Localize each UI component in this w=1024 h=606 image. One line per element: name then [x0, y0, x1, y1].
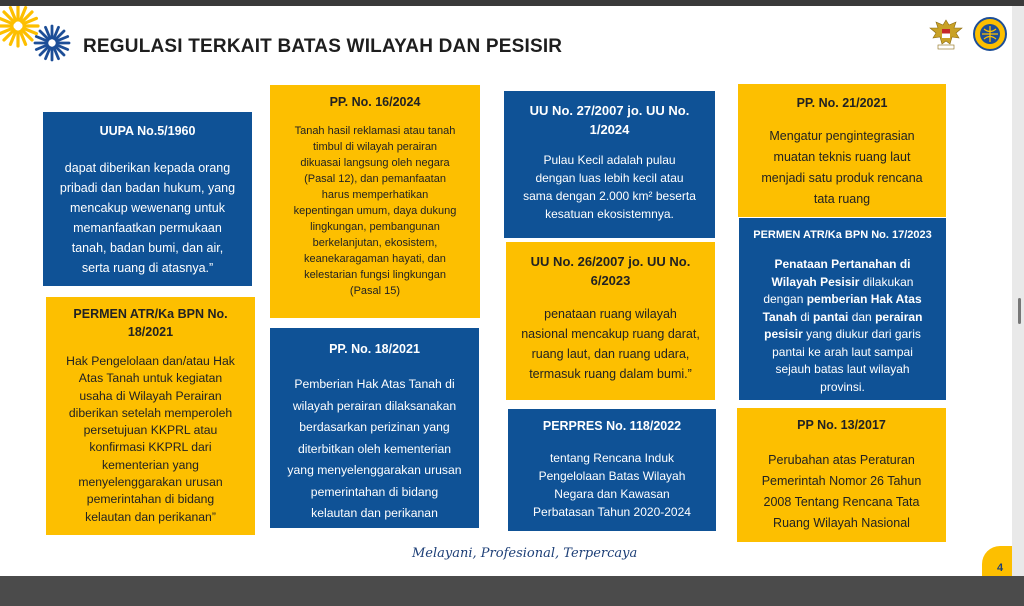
- card-uupa-1960: [43, 112, 252, 286]
- body-line: kesatuan ekosistemnya.: [545, 207, 674, 221]
- body-line: Atas Tanah untuk kegiatan: [78, 371, 223, 386]
- card-body: [43, 158, 252, 278]
- card-body: [737, 450, 946, 534]
- card-body: [506, 304, 715, 384]
- body-line: kementerian yang: [102, 457, 199, 472]
- card-pp-18-2021: [270, 328, 479, 528]
- body-line: Perbatasan Tahun 2020-2024: [533, 505, 691, 519]
- body-line: kelestarian fungsi lingkungan: [304, 269, 446, 281]
- card-heading: PP No. 13/2017: [797, 418, 886, 432]
- body-line: tata ruang: [813, 192, 871, 206]
- page-number: 4: [982, 546, 1012, 576]
- body-line: diberikan setelah memperoleh: [68, 405, 233, 420]
- body-line: pemerintahan di bidang: [310, 484, 439, 499]
- body-line: penataan ruang wilayah: [544, 307, 677, 321]
- body-line: Hak Pengelolaan dan/atau Hak: [66, 354, 235, 368]
- heading-line: UU No. 27/2007 jo. UU No.: [529, 103, 690, 118]
- text-span: dengan: [763, 292, 807, 306]
- card-heading: PERMEN ATR/Ka BPN No. 17/2023: [753, 229, 932, 241]
- heading-line: 18/2021: [127, 325, 174, 339]
- card-permen-18-2021: [46, 297, 255, 535]
- heading-line: PERMEN ATR/Ka BPN No.: [73, 307, 228, 321]
- body-line: dengan luas lebih kecil atau: [535, 171, 684, 185]
- card-uu-27-2007: [504, 91, 715, 238]
- card-body: [508, 449, 716, 521]
- text-span: dilakukan: [859, 274, 914, 289]
- card-heading: PP. No. 16/2024: [329, 95, 421, 109]
- card-body: [739, 256, 946, 396]
- body-line: Mengatur pengintegrasian: [769, 129, 915, 143]
- sun-burst-icon: [32, 23, 72, 63]
- body-line: pribadi dan badan hukum, yang: [59, 181, 236, 195]
- body-line: menyelenggarakan urusan: [78, 475, 223, 490]
- body-line: berkelanjutan, ekosistem,: [312, 237, 438, 249]
- body-line: dapat diberikan kepada orang: [64, 161, 231, 175]
- body-line: [739, 326, 946, 344]
- body-line: kelautan dan perikanan: [311, 506, 438, 520]
- card-body: [270, 374, 479, 525]
- body-line: Pemerintah Nomor 26 Tahun: [761, 474, 922, 488]
- text-span: dan: [848, 309, 876, 324]
- heading-line: 6/2023: [590, 273, 631, 288]
- body-line: sama dengan 2.000 km² beserta: [523, 189, 696, 203]
- slide-title: REGULASI TERKAIT BATAS WILAYAH DAN PESISIR: [83, 36, 563, 57]
- body-line: nasional mencakup ruang darat,: [521, 327, 700, 341]
- card-heading: [504, 101, 715, 139]
- text-span: di: [797, 309, 814, 324]
- bold-phrase: Tanah: [762, 309, 798, 324]
- body-line: Perubahan atas Peraturan: [768, 453, 915, 467]
- body-line: diterbitkan oleh kementerian: [297, 441, 452, 456]
- card-body: [270, 123, 480, 299]
- card-heading: UUPA No.5/1960: [99, 124, 196, 138]
- text-span: yang diukur dari garis: [802, 327, 921, 341]
- card-body: [738, 126, 946, 210]
- body-line: kepentingan umum, daya dukung: [293, 205, 457, 217]
- body-line: termasuk ruang dalam bumi.”: [529, 367, 692, 381]
- heading-line: 1/2024: [589, 122, 630, 137]
- bold-phrase: Penataan Pertanahan di: [774, 257, 911, 271]
- footer-motto: Melayani, Profesional, Terpercaya: [412, 546, 638, 561]
- card-pp-21-2021: [738, 84, 946, 217]
- body-line: [739, 309, 946, 327]
- body-line: berdasarkan perizinan yang: [299, 420, 450, 434]
- body-line: sejauh batas laut wilayah: [775, 362, 910, 376]
- body-line: menjadi satu produk rencana: [761, 171, 923, 185]
- card-permen-17-2023: [739, 218, 946, 400]
- body-line: provinsi.: [820, 379, 865, 394]
- body-line: wilayah perairan dilaksanakan: [292, 398, 457, 413]
- bold-phrase: pemberian Hak Atas: [806, 292, 922, 306]
- body-line: keanekaragaman hayati, dan: [304, 253, 446, 265]
- body-line: persetujuan KKPRL atau: [83, 423, 218, 438]
- atr-bpn-logo-icon: [972, 16, 1008, 52]
- card-perpres-118-2022: [508, 409, 716, 531]
- body-line: 2008 Tentang Rencana Tata: [763, 495, 920, 509]
- body-line: pemerintahan di bidang: [86, 492, 215, 507]
- body-line: mencakup wewenang untuk: [70, 201, 225, 215]
- body-line: Tanah hasil reklamasi atau tanah: [294, 125, 456, 137]
- card-body: [46, 353, 255, 526]
- body-line: yang menyelenggarakan urusan: [287, 463, 462, 477]
- body-line: Ruang Wilayah Nasional: [773, 516, 910, 530]
- body-line: muatan teknis ruang laut: [773, 150, 911, 164]
- body-line: (Pasal 12), dan pemanfaatan: [304, 173, 446, 185]
- presentation-slide: [0, 6, 1012, 576]
- bold-phrase: Wilayah Pesisir: [771, 274, 860, 289]
- right-scroll-strip: [1012, 6, 1024, 576]
- body-line: Pengelolaan Batas Wilayah: [538, 469, 686, 483]
- body-line: [739, 291, 946, 309]
- bold-phrase: perairan: [875, 309, 923, 324]
- card-heading: PP. No. 18/2021: [329, 342, 420, 356]
- body-line: memanfaatkan permukaan: [73, 221, 222, 235]
- bold-phrase: pesisir: [764, 327, 803, 341]
- body-line: konfirmasi KKPRL dari: [89, 440, 212, 455]
- window-bottom-bar: [0, 576, 1024, 606]
- card-uu-26-2007: [506, 242, 715, 400]
- bold-phrase: pantai: [813, 309, 849, 324]
- body-line: ruang laut, dan ruang udara,: [531, 347, 690, 361]
- heading-line: UU No. 26/2007 jo. UU No.: [530, 254, 691, 269]
- body-line: Pemberian Hak Atas Tanah di: [294, 377, 455, 391]
- card-heading: [46, 305, 255, 341]
- resize-handle[interactable]: [1018, 298, 1021, 324]
- body-line: usaha di Wilayah Perairan: [79, 388, 222, 403]
- body-line: harus memperhatikan: [321, 189, 429, 201]
- body-line: timbul di wilayah perairan: [312, 141, 438, 153]
- body-line: [739, 274, 946, 292]
- garuda-emblem-icon: [928, 16, 964, 52]
- body-line: Pulau Kecil adalah pulau: [543, 153, 676, 167]
- body-line: tanah, badan bumi, dan air,: [71, 241, 224, 255]
- card-heading: [506, 252, 715, 290]
- body-line: dikuasai langsung oleh negara: [300, 157, 450, 169]
- card-pp-16-2024: [270, 85, 480, 318]
- card-heading: PP. No. 21/2021: [796, 96, 888, 110]
- body-line: lingkungan, pembangunan: [310, 221, 440, 233]
- body-line: serta ruang di atasnya.”: [81, 261, 214, 275]
- body-line: Negara dan Kawasan: [554, 487, 670, 501]
- body-line: kelautan dan perikanan”: [85, 509, 216, 524]
- body-line: tentang Rencana Induk: [549, 451, 675, 465]
- body-line: [739, 256, 946, 274]
- card-body: [504, 151, 715, 223]
- body-line: (Pasal 15): [349, 285, 401, 297]
- body-line: pantai ke arah laut sampai: [772, 344, 913, 359]
- card-heading: PERPRES No. 118/2022: [542, 419, 682, 433]
- card-pp-13-2017: [737, 408, 946, 542]
